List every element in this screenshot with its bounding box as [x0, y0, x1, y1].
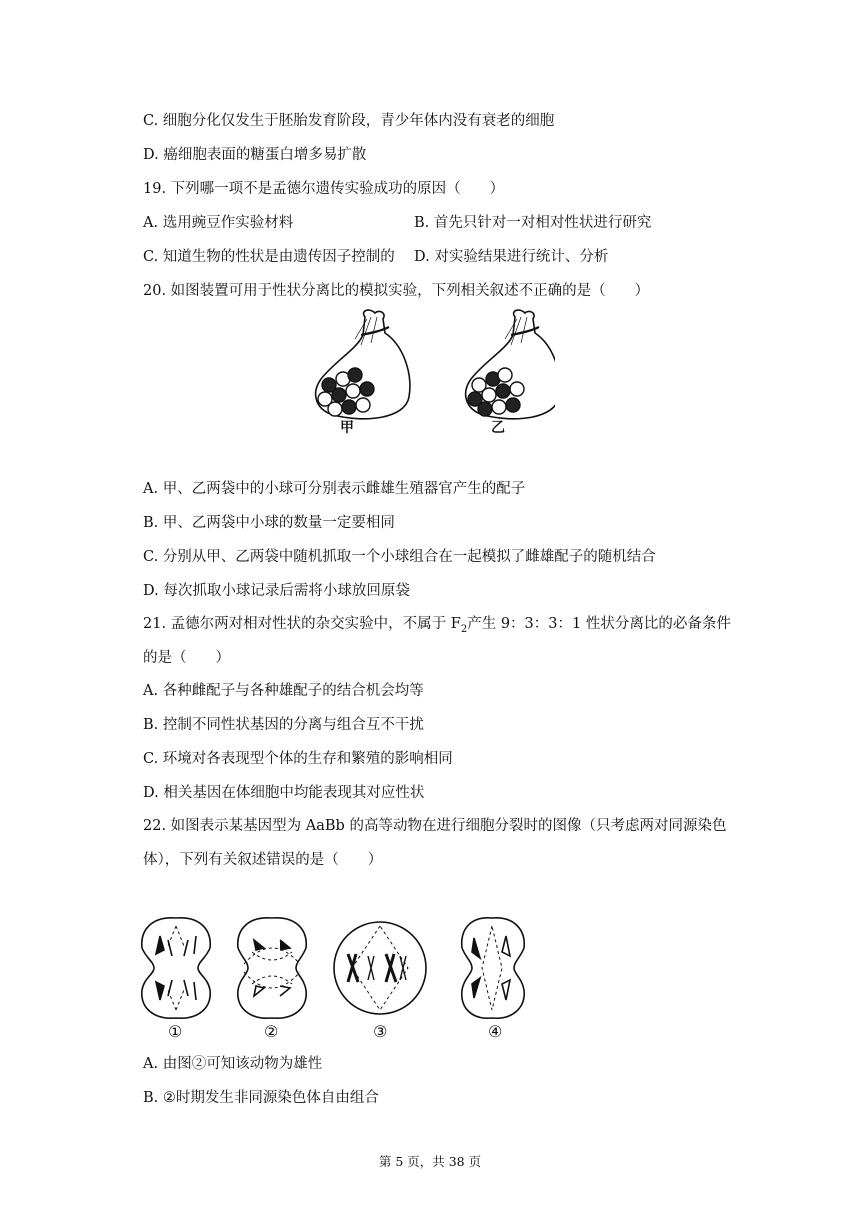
- q21-text-post: 产生 9：3：3：1 性状分离比的必备条件: [467, 616, 731, 632]
- cell-4: [462, 918, 524, 1018]
- question-22-cont: 体），下列有关叙述错误的是（ ）: [143, 852, 383, 868]
- q20-option-c: C. 分别从甲、乙两袋中随机抓取一个小球组合在一起模拟了雌雄配子的随机结合: [143, 549, 656, 565]
- cell-4-label: ④: [488, 1022, 503, 1041]
- cell-2-label: ②: [264, 1022, 279, 1041]
- cells-figure: [138, 912, 538, 1042]
- q21-option-c: C. 环境对各表现型个体的生存和繁殖的影响相同: [143, 751, 453, 767]
- q21-option-b: B. 控制不同性状基因的分离与组合互不干扰: [143, 717, 424, 733]
- bag-right: [466, 310, 555, 419]
- cell-2: [238, 918, 306, 1018]
- q20-option-a: A. 甲、乙两袋中的小球可分别表示雌雄生殖器官产生的配子: [143, 481, 526, 497]
- question-21: [143, 614, 731, 640]
- q19-option-b: B. 首先只针对一对相对性状进行研究: [414, 215, 652, 231]
- q22-option-a: A. 由图②可知该动物为雄性: [143, 1056, 323, 1072]
- cells-illustration: [138, 912, 538, 1022]
- cell-1: [142, 918, 210, 1018]
- question-19: 19. 下列哪一项不是孟德尔遗传实验成功的原因（ ）: [143, 181, 505, 197]
- bag-right-label: 乙: [491, 420, 505, 436]
- page-footer: 第 5 页，共 38 页: [378, 1154, 482, 1169]
- q20-option-b: B. 甲、乙两袋中小球的数量一定要相同: [143, 515, 395, 531]
- q22-option-b: B. ②时期发生非同源染色体自由组合: [143, 1090, 379, 1106]
- q19-option-a: A. 选用豌豆作实验材料: [143, 215, 294, 231]
- q19-option-c: C. 知道生物的性状是由遗传因子控制的: [143, 249, 395, 265]
- bag-left: [316, 310, 410, 419]
- cell-3: [334, 922, 426, 1014]
- q21-subscript: 2: [460, 623, 468, 635]
- option-c-q18: C. 细胞分化仅发生于胚胎发育阶段，青少年体内没有衰老的细胞: [143, 113, 555, 129]
- question-20: 20. 如图装置可用于性状分离比的模拟实验，下列相关叙述不正确的是（ ）: [143, 283, 650, 299]
- cell-3-label: ③: [373, 1022, 388, 1041]
- question-22: 22. 如图表示某基因型为 AaBb 的高等动物在进行细胞分裂时的图像（只考虑两对同源染色: [143, 818, 727, 834]
- q21-option-d: D. 相关基因在体细胞中均能表现其对应性状: [143, 785, 425, 801]
- bags-figure: [305, 305, 555, 440]
- q21-option-a: A. 各种雌配子与各种雄配子的结合机会均等: [143, 683, 424, 699]
- q19-option-d: D. 对实验结果进行统计、分析: [414, 249, 609, 265]
- cell-1-label: ①: [168, 1022, 183, 1041]
- q21-text-pre: 21. 孟德尔两对相对性状的杂交实验中，不属于 F: [143, 616, 461, 632]
- bag-left-label: 甲: [340, 420, 354, 436]
- option-d-q18: D. 癌细胞表面的糖蛋白增多易扩散: [143, 147, 367, 163]
- question-21-cont: 的是（ ）: [143, 650, 230, 666]
- q20-option-d: D. 每次抓取小球记录后需将小球放回原袋: [143, 583, 410, 599]
